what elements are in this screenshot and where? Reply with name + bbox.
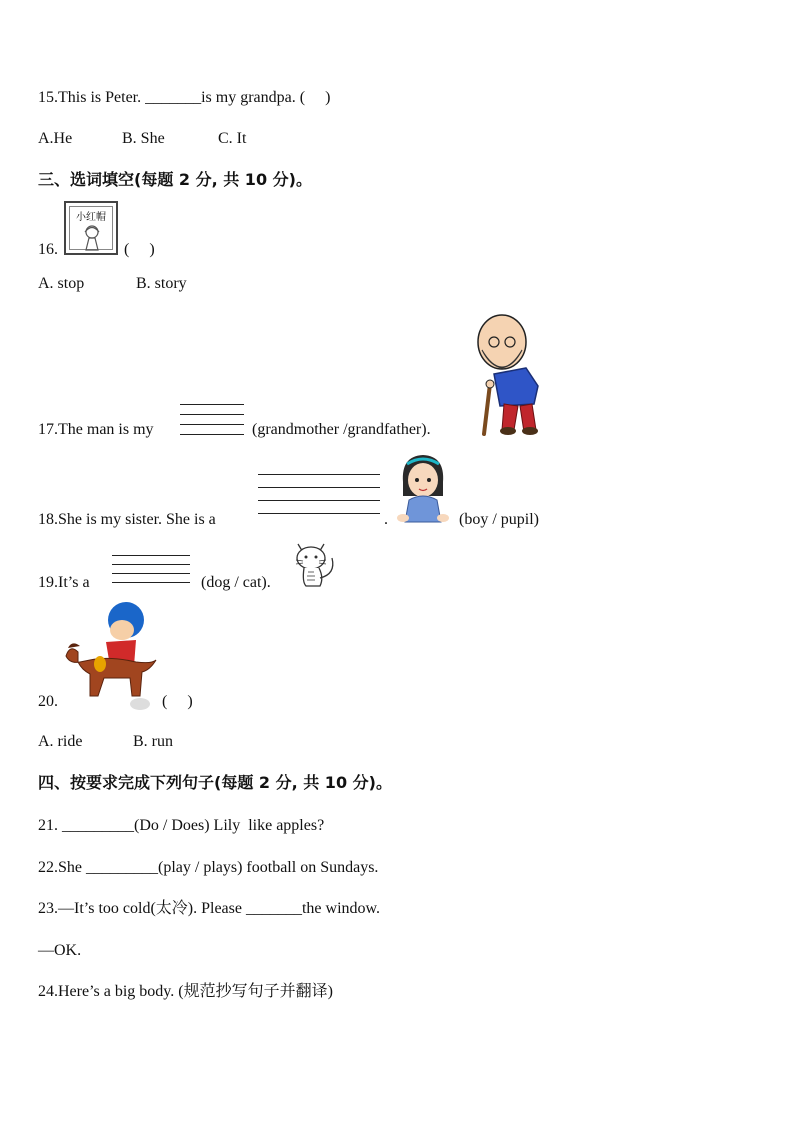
section-4-heading: 四、按要求完成下列句子(每题 2 分, 共 10 分)。 — [38, 773, 392, 792]
q21-text: 21. _________(Do / Does) Lily like apples? — [38, 817, 325, 834]
storybook-title: 小红帽 — [76, 212, 106, 223]
q18-prefix: 18.She is my sister. She is a — [38, 511, 216, 528]
q16-number: 16. — [38, 241, 58, 258]
q23-line-2: —OK. — [38, 942, 82, 959]
q16-answer-paren: ( ) — [124, 241, 155, 258]
q15-text: 15.This is Peter. _______is my grandpa. ( ) — [38, 89, 331, 106]
q20-answer-paren: ( ) — [162, 693, 193, 710]
q16-option-b: B. story — [136, 275, 187, 292]
girl-figure-icon — [80, 223, 104, 251]
q17-prefix: 17.The man is my — [38, 421, 154, 438]
q22-text: 22.She _________(play / plays) football on Sundays. — [38, 859, 379, 876]
q20-option-a: A. ride — [38, 733, 83, 750]
q18-period: . — [384, 511, 388, 528]
q19-choices: (dog / cat). — [201, 574, 271, 591]
q24-text: 24.Here’s a big body. (规范抄写句子并翻译) — [38, 983, 333, 1000]
q17-choices: (grandmother /grandfather). — [252, 421, 431, 438]
girl-pupil-icon — [395, 452, 451, 526]
q15-option-c: C. It — [218, 130, 247, 147]
q23-line-1: 23.—It’s too cold(太冷). Please _______the window. — [38, 900, 381, 917]
q18-writing-lines[interactable] — [258, 474, 380, 516]
q15-option-b: B. She — [122, 130, 165, 147]
q19-prefix: 19.It’s a — [38, 574, 90, 591]
q15-option-a: A.He — [38, 130, 73, 147]
q16-option-a: A. stop — [38, 275, 85, 292]
section-3-heading: 三、选词填空(每题 2 分, 共 10 分)。 — [38, 170, 312, 189]
grandfather-icon — [468, 312, 550, 436]
q20-option-b: B. run — [133, 733, 173, 750]
storybook-picture — [64, 201, 118, 255]
q18-choices: (boy / pupil) — [459, 511, 539, 528]
q17-writing-lines[interactable] — [180, 404, 244, 436]
q20-number: 20. — [38, 693, 58, 710]
boy-riding-horse-icon — [60, 600, 160, 712]
cat-icon — [292, 538, 340, 588]
q19-writing-lines[interactable] — [112, 555, 190, 585]
